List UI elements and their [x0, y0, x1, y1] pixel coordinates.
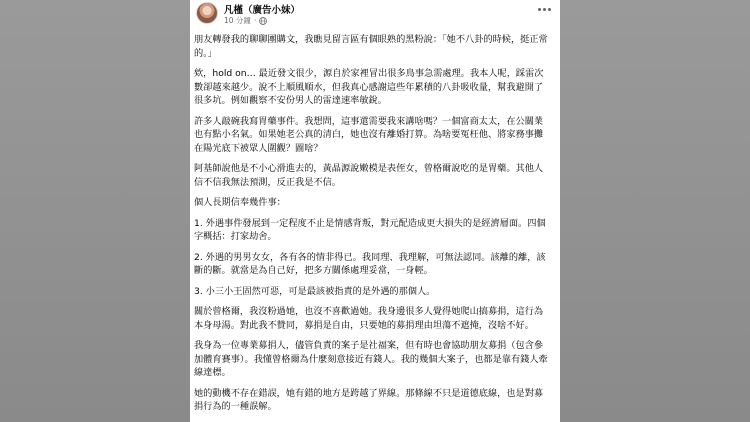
globe-icon — [259, 17, 267, 25]
facebook-post-card — [190, 0, 560, 422]
author-avatar[interactable] — [196, 2, 218, 24]
post-paragraph: 阿基師說他是不小心滑進去的，黃晶源說嫩模是表侄女，曾格爾說吃的是胃藥。其他人信不信我無法預測，反正我是不信。 — [194, 163, 544, 188]
post-paragraph: 關於曾格爾，我沒粉過她，也沒不喜歡過她。我身邊很多人覺得她爬山搞募捐，這行為本身母湯。對此我不贊同，募捐是自由，只要她的募捐理由坦蕩不遮掩，沒啥不好。 — [194, 306, 544, 331]
author-name[interactable]: 凡槿（廣告小妹） — [224, 5, 301, 16]
post-paragraph: 個人長期信奉幾件事： — [194, 197, 286, 208]
post-paragraph: 朋友轉發我的聊聊團購文，我瞧見留言區有個眼熟的黑粉說：「她不八卦的時候，挺正常的。」 — [194, 34, 548, 59]
meta-separator: · — [253, 16, 257, 25]
post-meta — [224, 15, 267, 26]
left-background-panel — [0, 0, 190, 422]
post-paragraph: 她的動機不存在錯誤，她有錯的地方是跨越了界線。那條線不只是道德底線，也是對募捐行為的一種誤解。 — [194, 387, 544, 412]
post-body — [194, 33, 552, 421]
post-paragraph: 3. 小三小王固然可惡，可是最該被指責的是外遇的那個人。 — [194, 285, 436, 297]
post-paragraph: 2. 外遇的男男女女，各有各的情非得已。我同理、我理解，可無法認同。該離的離，該斷的斷。就當是為自己好，把多方關係處理妥當，一身輕。 — [194, 251, 546, 276]
post-paragraph: 許多人敲碗我寫胃藥事件。我想問，這事還需要我來講啥嗎？一個富商太太，在公關業也有點小名氣。如果她老公真的清白，她也沒有離婚打算。為啥要冤枉他、將家務事攤在陽光底下被眾人圍觀？圖啥？ — [194, 115, 544, 154]
post-paragraph: 欸，hold on… 最近發文很少，源自於家裡冒出很多鳥事急需處理。我本人呢，踩雷次數卻越來越少。說不上順風順水，但我真心感謝這些年累積的八卦吸收量，幫我避開了很多坑。例如觀察不安份男人的雷達速率敏銳。 — [194, 68, 544, 106]
post-timestamp[interactable]: 10 分鐘 — [224, 16, 251, 25]
post-header — [190, 0, 560, 30]
post-paragraph: 我身為一位專業募捐人，儘管負責的案子是社福案，但有時也會協助朋友募捐（包含參加體育賽事）。我懂曾格爾為什麼刻意接近有錢人。我的幾個大案子，也都是靠有錢人牽線達標。 — [194, 340, 548, 378]
more-options-icon[interactable] — [536, 4, 552, 14]
post-paragraph: 1. 外遇事件發展到一定程度不止是情感背叛，對元配造成更大損失的是經濟層面。四個字概括：打家劫舍。 — [194, 217, 546, 242]
right-background-panel — [560, 0, 750, 422]
